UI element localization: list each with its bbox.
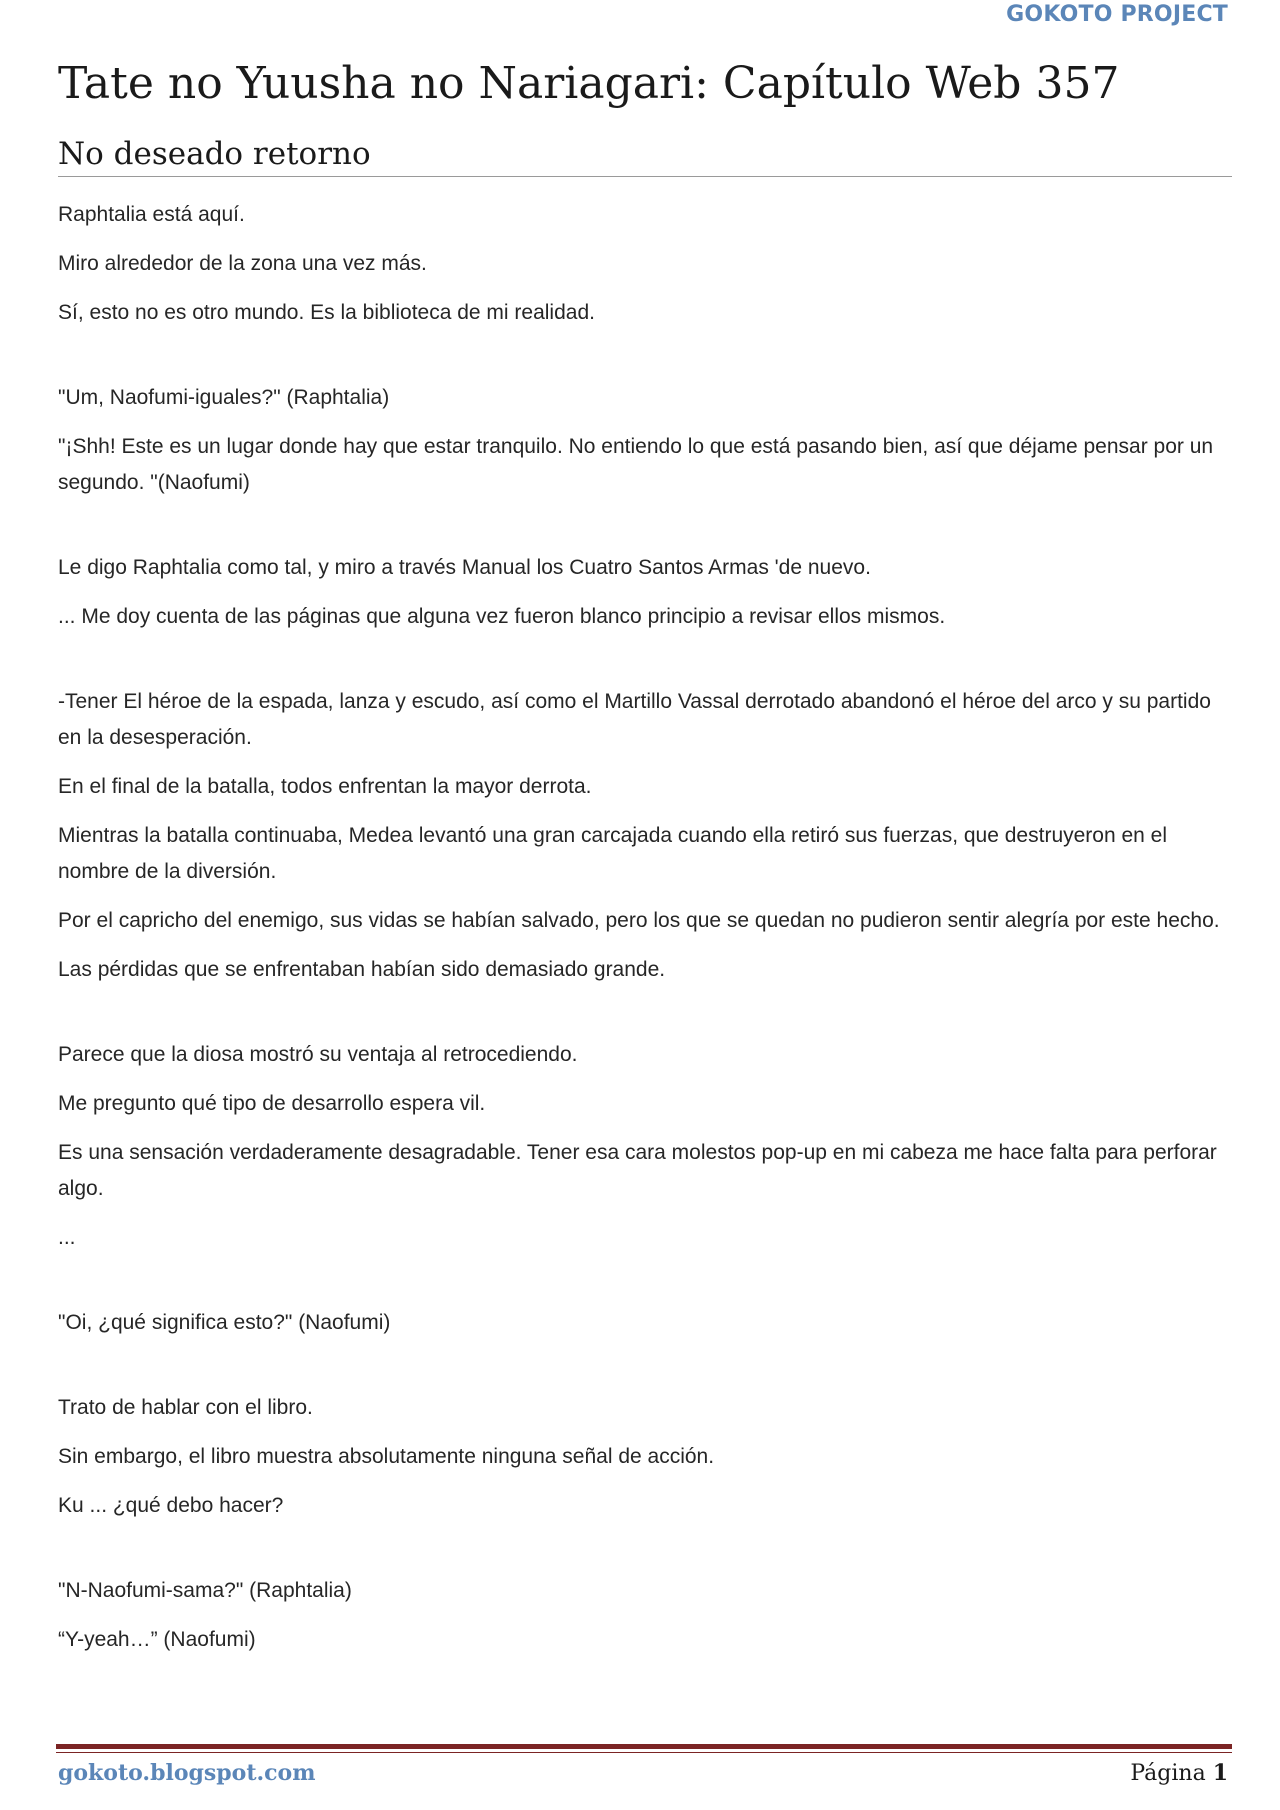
footer-site-link[interactable]: gokoto.blogspot.com [58, 1760, 316, 1786]
paragraph: Por el capricho del enemigo, sus vidas se habían salvado, pero los que se quedan no pudieron sentir alegría por este hecho. [58, 909, 1220, 932]
paragraph: Trato de hablar con el libro. [58, 1396, 313, 1419]
paragraph: -Tener El héroe de la espada, lanza y escudo, así como el Martillo Vassal derrotado abandonó el héroe del arco y su partido en la desesperación. [58, 690, 1211, 749]
title-divider [58, 176, 1232, 177]
brand-label: GOKOTO PROJECT [1006, 2, 1228, 27]
paragraph: "N-Naofumi-sama?" (Raphtalia) [58, 1579, 352, 1602]
paragraph: Parece que la diosa mostró su ventaja al retrocediendo. [58, 1043, 578, 1066]
paragraph: Sin embargo, el libro muestra absolutamente ninguna señal de acción. [58, 1445, 715, 1468]
paragraph: "¡Shh! Este es un lugar donde hay que estar tranquilo. No entiendo lo que está pasando bien, así que déjame pensar por un segundo. "(Naofumi) [58, 435, 1214, 494]
document-subtitle: No deseado retorno [58, 136, 371, 172]
paragraph-gap [58, 1001, 1238, 1037]
footer-divider-thin [56, 1752, 1232, 1753]
paragraph: Es una sensación verdaderamente desagradable. Tener esa cara molestos pop-up en mi cabeza me hace falta para perforar algo. [58, 1141, 1217, 1200]
paragraph: "Um, Naofumi-iguales?" (Raphtalia) [58, 386, 390, 409]
paragraph: Raphtalia está aquí. [58, 203, 245, 226]
paragraph-gap [58, 1537, 1238, 1573]
paragraph: Ku ... ¿qué debo hacer? [58, 1494, 284, 1517]
paragraph: Sí, esto no es otro mundo. Es la biblioteca de mi realidad. [58, 301, 595, 324]
paragraph-gap [58, 1269, 1238, 1305]
paragraph-gap [58, 514, 1238, 550]
body-text [58, 197, 1238, 1671]
paragraph-gap [58, 1354, 1238, 1390]
footer-page-indicator [1130, 1760, 1228, 1786]
footer-divider-thick [56, 1744, 1232, 1749]
paragraph: En el final de la batalla, todos enfrentan la mayor derrota. [58, 775, 592, 798]
paragraph: "Oi, ¿qué significa esto?" (Naofumi) [58, 1311, 391, 1334]
paragraph: ... Me doy cuenta de las páginas que alguna vez fueron blanco principio a revisar ellos mismos. [58, 605, 946, 628]
paragraph: Las pérdidas que se enfrentaban habían sido demasiado grande. [58, 958, 666, 981]
paragraph: Mientras la batalla continuaba, Medea levantó una gran carcajada cuando ella retiró sus fuerzas, que destruyeron en el nombre de la diversión. [58, 824, 1168, 883]
paragraph-gap [58, 344, 1238, 380]
paragraph: ... [58, 1226, 76, 1249]
page-number: 1 [1212, 1760, 1228, 1786]
document-title: Tate no Yuusha no Nariagari: Capítulo Web 357 [58, 58, 1120, 109]
page-label: Página [1130, 1761, 1206, 1786]
paragraph: Miro alrededor de la zona una vez más. [58, 252, 427, 275]
paragraph: Me pregunto qué tipo de desarrollo espera vil. [58, 1092, 486, 1115]
paragraph: “Y-yeah…” (Naofumi) [58, 1628, 256, 1651]
paragraph: Le digo Raphtalia como tal, y miro a través Manual los Cuatro Santos Armas 'de nuevo. [58, 556, 871, 579]
paragraph-gap [58, 648, 1238, 684]
